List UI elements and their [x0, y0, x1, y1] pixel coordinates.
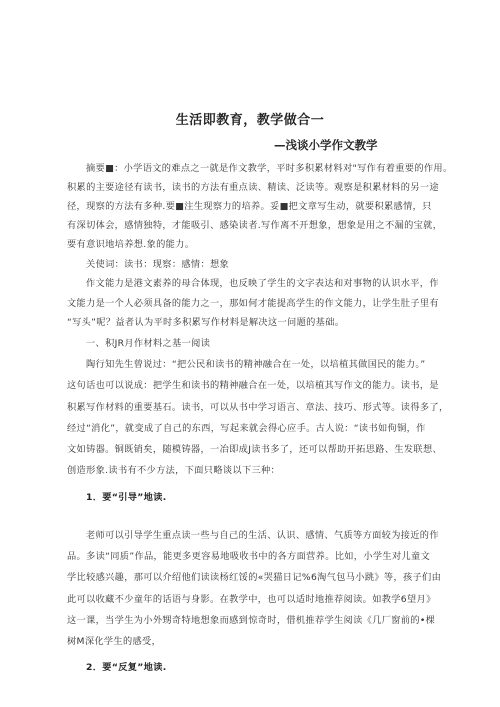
body-line: 创造形象.读书有不少方法，下面只略谈以下三种：	[67, 465, 281, 476]
abstract-line: 要有意识地培养想.象的能力。	[67, 239, 195, 250]
body-line: 品。多读“同质”作品，能更多更容易地吸收书中的各方面营养。比如，小学生对儿童文	[67, 551, 431, 562]
document-title: 生活即教育，教学做合一	[175, 113, 325, 128]
subheading-2: 2．要“反复”地读.	[86, 662, 167, 673]
abstract-line: 摘要■：小学语文的难点之一就是作文教学，平时多积累材料对"写作有着重要的作用。	[86, 163, 453, 174]
body-line: 这句话也可以说成：把学生和读书的精神融合在一处，以培植其写作文的能力。读书，是	[67, 380, 439, 391]
body-line: “写头”呢？益者认为平时多积累写作材料是解决这一问题的基础。	[67, 317, 345, 328]
abstract-line: 积累的主要途径有读书，读书的方法有重点读、精读、泛读等。观察是积累材料的另一途	[67, 182, 439, 193]
body-line: 积累写作材料的重要基石。读书，可以从书中学习语言、章法、技巧、形式等。读得多了，	[67, 402, 449, 413]
body-line: 此可以收藏不少童年的话语与身影。在教学中，也可以适时地推荐阅读。如教学6望月》	[67, 594, 436, 605]
body-line: 文能力是一个人必须具备的能力之一，那如何才能提高学生的作文能力，让学生肚子里有	[67, 298, 439, 309]
abstract-line: 有深切体会，感情独特，才能吸引、感染读者.写作离不开想象，想象是用之不漏的宝就，	[67, 220, 443, 231]
body-line: 作文能力是港文素养的母合体现，也反映了学生的文字表达和对事物的认识水平，作	[86, 278, 439, 289]
body-line: 学比较感兴趣，那可以介绍他们读读杨红馁的«哭猫日记%6淘气包马小跳》等，孩子们由	[67, 572, 442, 583]
body-line: 陶行知先生曾说过：“把公民和读书的精神融合在一处，以培植其做国民的能力。”	[86, 359, 426, 370]
body-line: 老师可以引导学生重点读一些与自己的生活、认识、感情、气质等方面较为接近的作	[86, 530, 439, 541]
body-line: 树M深化学生的感受，	[67, 636, 162, 647]
subheading-1: 1．要“引导”地读.	[86, 492, 167, 503]
keywords-line: 关使词：读书：现察：感情：想象	[86, 259, 230, 270]
body-line: 这一课，当学生为小外甥奇特地想象而感到惊奇时，借机推荐学生阅读《几厂窗前的•棵	[67, 615, 436, 626]
abstract-line: 径，现察的方法有多种.要■注生现察力的培养。妥■把文章写生动，就要积累感情，只	[67, 201, 432, 212]
document-subtitle: —浅谈小学作文教学	[274, 138, 378, 152]
body-line: 经过“消化”，就变成了自己的东西，写起来就会得心应手。古人说：“读书如佝铜，作	[67, 423, 426, 434]
section-heading: 一、积JR月作材料之基一阅读	[86, 338, 211, 349]
body-line: 文如铸器。铜既销矣，随模铸器，一冶即成J读书多了，还可以帮助开拓思路、生发联想、	[67, 444, 443, 455]
